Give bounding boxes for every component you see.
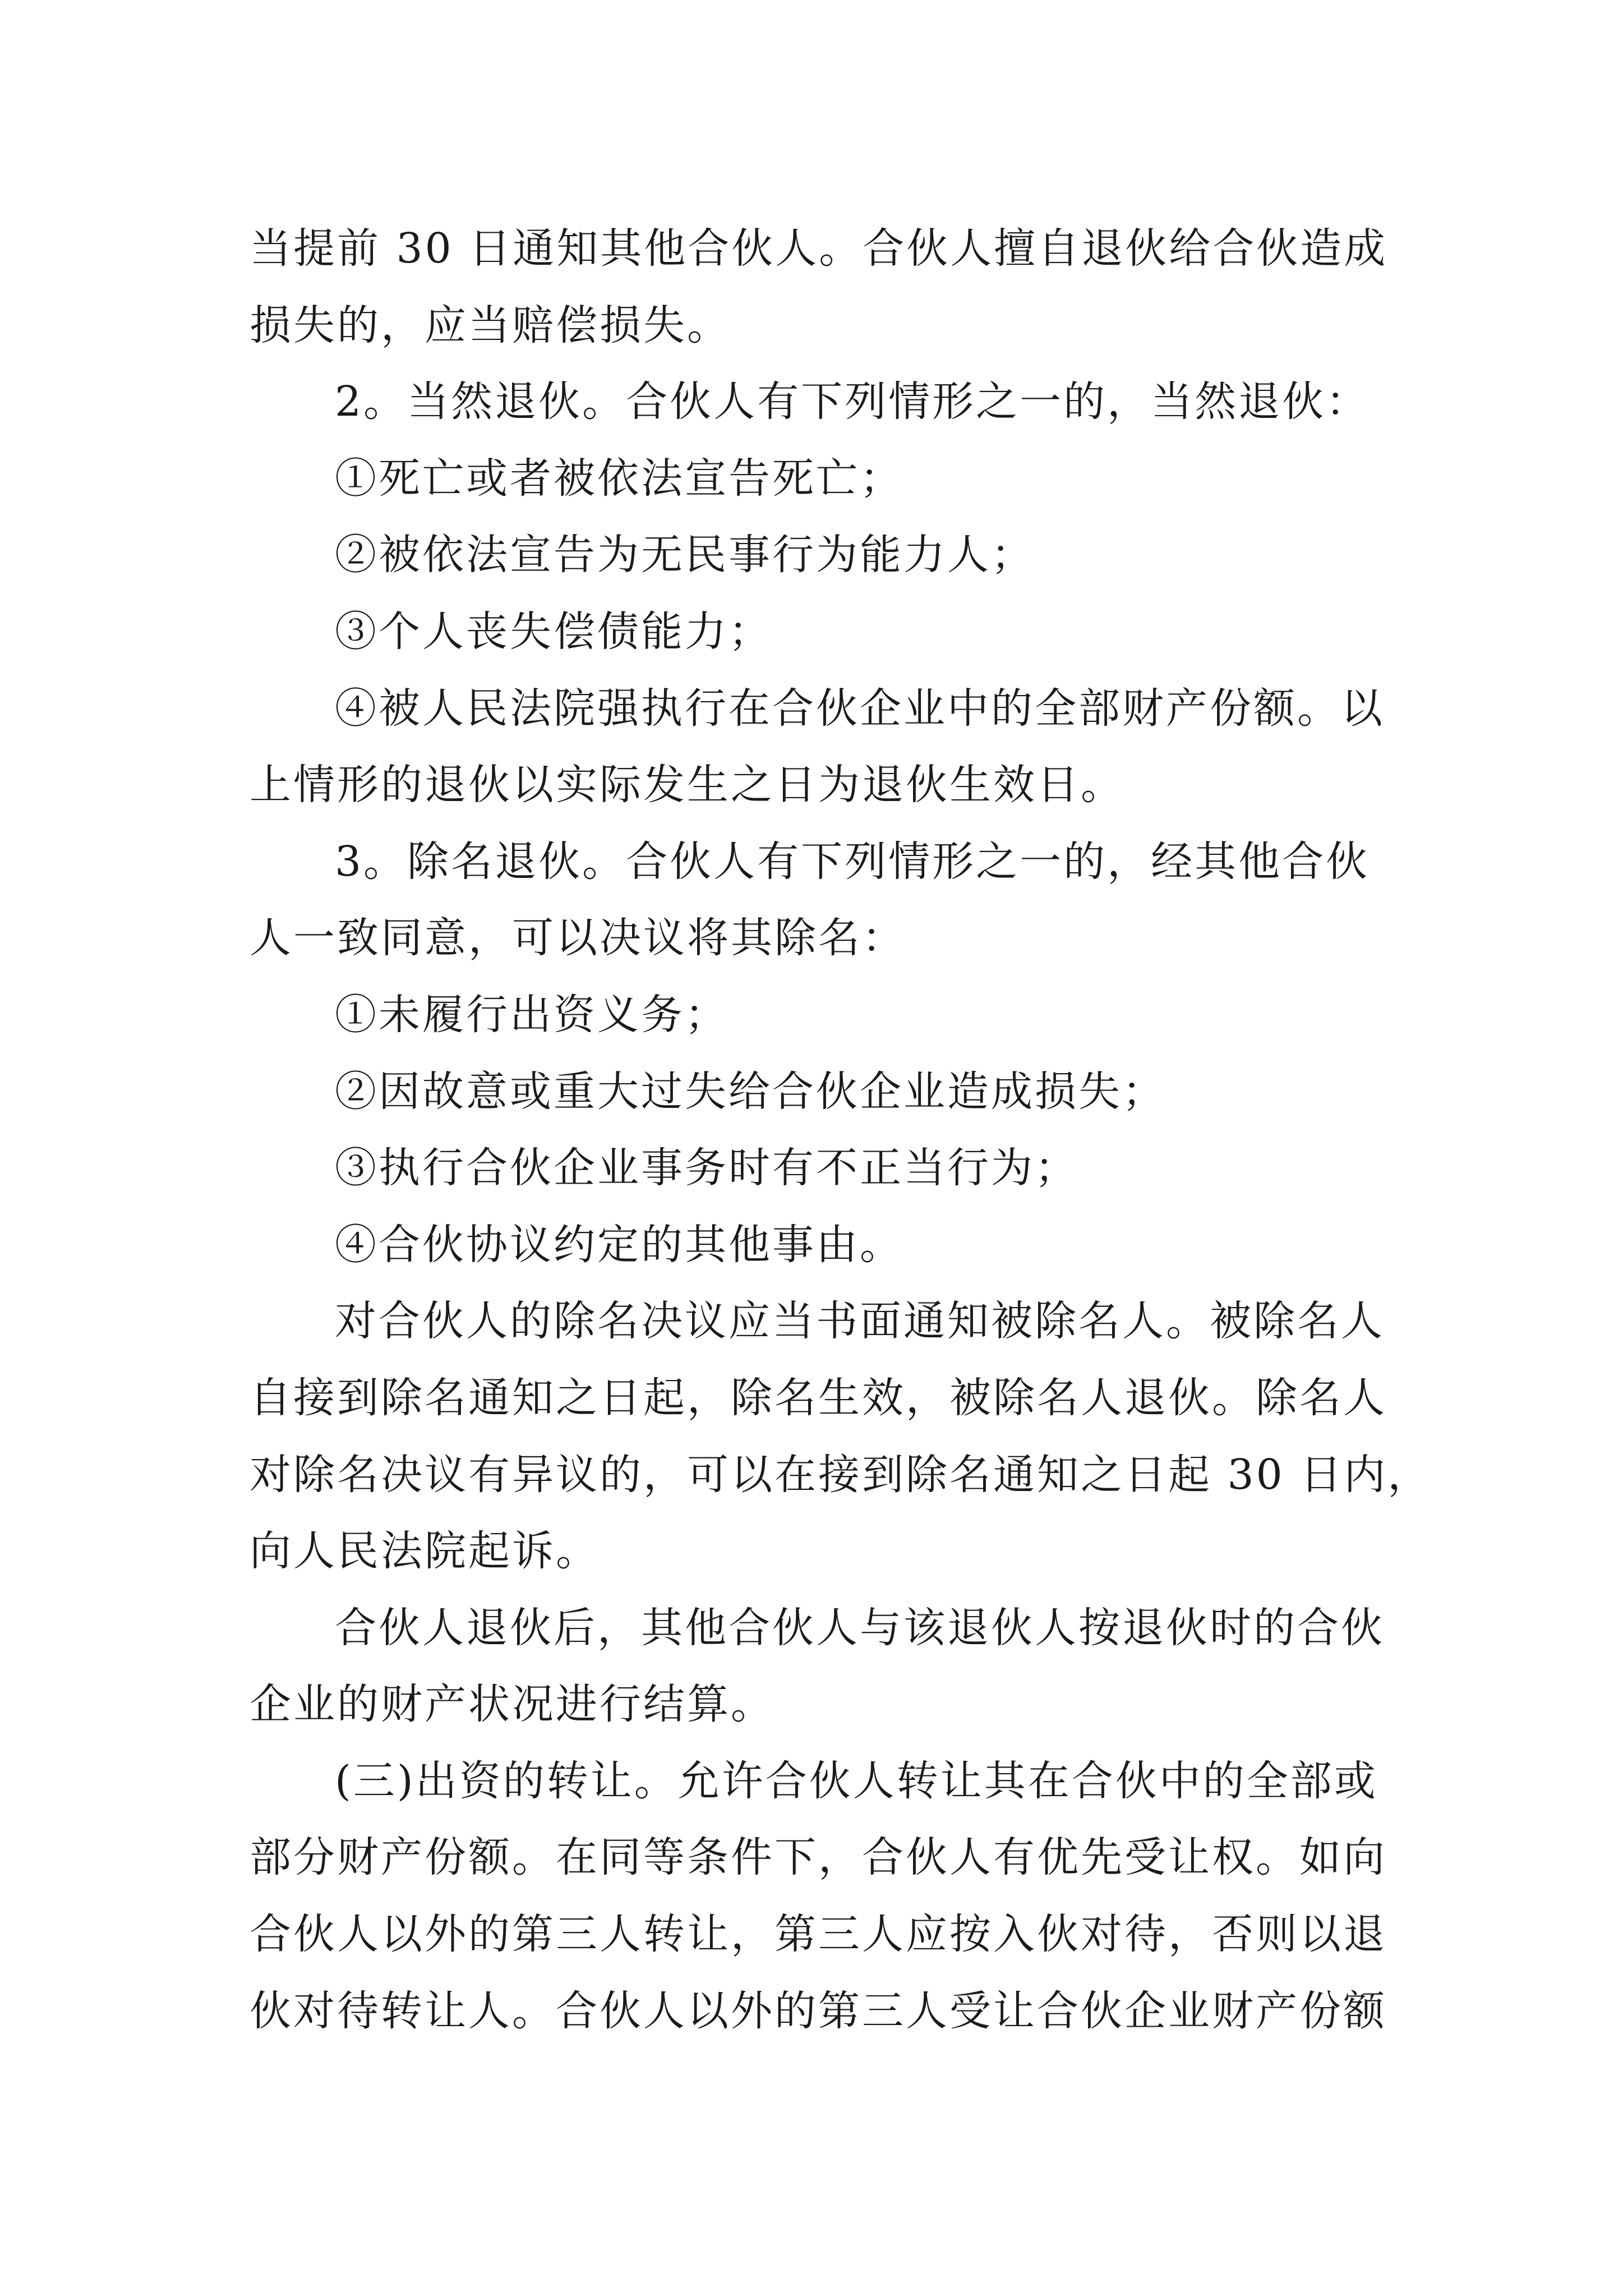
text-line: 损失的，应当赔偿损失。 — [250, 301, 731, 349]
list-item-line: ④被人民法院强执行在合伙企业中的全部财产份额。以 — [335, 684, 1385, 733]
list-item-line: ②被依法宣告为无民事行为能力人； — [335, 531, 1035, 579]
text-line: 部分财产份额。在同等条件下，合伙人有优先受让权。如向 — [250, 1833, 1387, 1882]
text-line: 向人民法院起诉。 — [250, 1527, 600, 1576]
text-line: 对除名决议有异议的，可以在接到除名通知之日起 30 日内， — [250, 1450, 1432, 1499]
paragraph-start-line: 对合伙人的除名决议应当书面通知被除名人。被除名人 — [335, 1297, 1385, 1346]
paragraph-start-line: 合伙人退伙后，其他合伙人与该退伙人按退伙时的合伙 — [335, 1603, 1385, 1652]
list-item-line: ②因故意或重大过失给合伙企业造成损失； — [335, 1067, 1166, 1116]
list-item-line: ③执行合伙企业事务时有不正当行为； — [335, 1144, 1078, 1193]
list-item-line: ④合伙协议约定的其他事由。 — [335, 1220, 903, 1269]
paragraph-start-line: 3。除名退伙。合伙人有下列情形之一的，经其他合伙 — [335, 837, 1370, 886]
text-line: 当提前 30 日通知其他合伙人。合伙人擅自退伙给合伙造成 — [250, 224, 1388, 273]
paragraph-start-line: (三)出资的转让。允许合伙人转让其在合伙中的全部或 — [335, 1756, 1378, 1805]
text-line: 合伙人以外的第三人转让，第三人应按入伙对待，否则以退 — [250, 1910, 1387, 1959]
text-line: 伙对待转让人。合伙人以外的第三人受让合伙企业财产份额 — [250, 1986, 1387, 2035]
paragraph-start-line: 2。当然退伙。合伙人有下列情形之一的，当然退伙： — [335, 378, 1370, 426]
text-line: 企业的财产状况进行结算。 — [250, 1680, 774, 1729]
text-line: 自接到除名通知之日起，除名生效，被除名人退伙。除名人 — [250, 1373, 1387, 1422]
list-item-line: ③个人丧失偿债能力； — [335, 607, 772, 656]
list-item-line: ①死亡或者被依法宣告死亡； — [335, 454, 903, 503]
text-line: 上情形的退伙以实际发生之日为退伙生效日。 — [250, 761, 1124, 809]
document-body — [250, 210, 1432, 2049]
list-item-line: ①未履行出资义务； — [335, 990, 728, 1039]
text-line: 人一致同意，可以决议将其除名： — [250, 914, 906, 963]
